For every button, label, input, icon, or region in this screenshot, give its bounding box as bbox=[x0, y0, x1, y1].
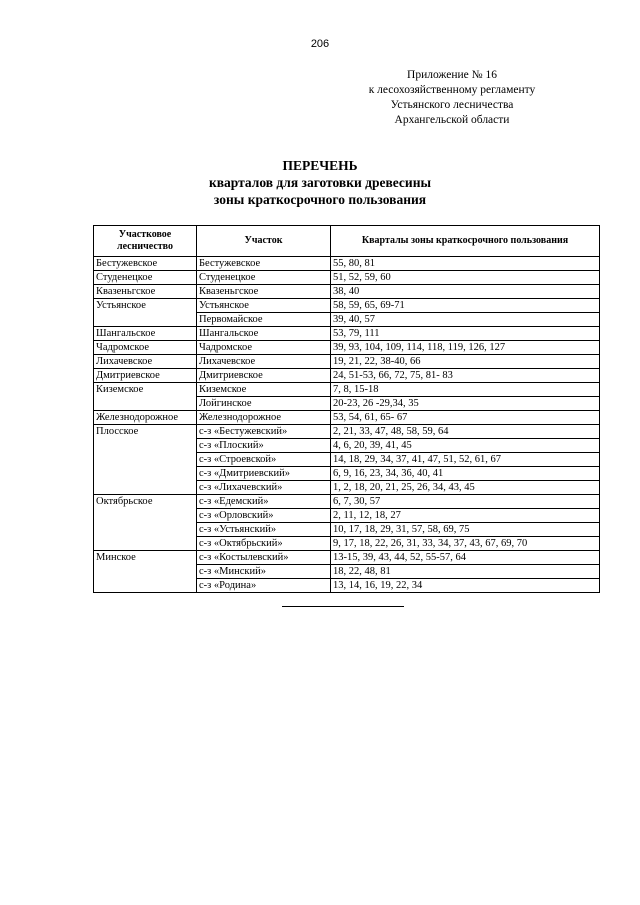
table-row bbox=[94, 341, 600, 355]
table-row bbox=[94, 453, 600, 467]
table-row bbox=[94, 285, 600, 299]
table-row bbox=[94, 467, 600, 481]
cell-quarters: 1, 2, 18, 20, 21, 25, 26, 34, 43, 45 bbox=[331, 481, 600, 495]
header-quarters: Кварталы зоны краткосрочного пользования bbox=[331, 226, 600, 257]
cell-section: с-з «Едемский» bbox=[197, 495, 331, 509]
cell-quarters: 20-23, 26 -29,34, 35 bbox=[331, 397, 600, 411]
cell-forestry bbox=[94, 453, 197, 467]
cell-quarters: 55, 80, 81 bbox=[331, 257, 600, 271]
cell-forestry: Бестужевское bbox=[94, 257, 197, 271]
cell-quarters: 2, 21, 33, 47, 48, 58, 59, 64 bbox=[331, 425, 600, 439]
cell-forestry bbox=[94, 523, 197, 537]
cell-quarters: 38, 40 bbox=[331, 285, 600, 299]
cell-section: Первомайское bbox=[197, 313, 331, 327]
table-row bbox=[94, 565, 600, 579]
cell-quarters: 6, 9, 16, 23, 34, 36, 40, 41 bbox=[331, 467, 600, 481]
cell-quarters: 19, 21, 22, 38-40, 66 bbox=[331, 355, 600, 369]
cell-forestry bbox=[94, 467, 197, 481]
table-row bbox=[94, 439, 600, 453]
cell-section: Дмитриевское bbox=[197, 369, 331, 383]
cell-quarters: 24, 51-53, 66, 72, 75, 81- 83 bbox=[331, 369, 600, 383]
table-row bbox=[94, 299, 600, 313]
cell-forestry bbox=[94, 537, 197, 551]
title-line: зоны краткосрочного пользования bbox=[213, 192, 427, 207]
table-row bbox=[94, 397, 600, 411]
cell-forestry bbox=[94, 481, 197, 495]
cell-section: с-з «Плоский» bbox=[197, 439, 331, 453]
cell-section: с-з «Дмитриевский» bbox=[197, 467, 331, 481]
table-row bbox=[94, 257, 600, 271]
cell-section: Железнодорожное bbox=[197, 411, 331, 425]
cell-quarters: 18, 22, 48, 81 bbox=[331, 565, 600, 579]
cell-section: Квазеньгское bbox=[197, 285, 331, 299]
appendix-line: Приложение № 16 bbox=[407, 69, 497, 81]
table-body bbox=[94, 257, 600, 593]
table-row bbox=[94, 327, 600, 341]
title-line: кварталов для заготовки древесины bbox=[208, 175, 432, 190]
cell-forestry bbox=[94, 439, 197, 453]
cell-quarters: 13-15, 39, 43, 44, 52, 55-57, 64 bbox=[331, 551, 600, 565]
appendix-line: Архангельской области bbox=[394, 114, 510, 126]
table-row bbox=[94, 523, 600, 537]
appendix-line: Устьянского лесничества bbox=[390, 99, 514, 111]
cell-section: с-з «Костылевский» bbox=[197, 551, 331, 565]
table-row bbox=[94, 355, 600, 369]
cell-forestry: Плосское bbox=[94, 425, 197, 439]
quarters-table bbox=[93, 225, 600, 593]
cell-section: Бестужевское bbox=[197, 257, 331, 271]
cell-quarters: 6, 7, 30, 57 bbox=[331, 495, 600, 509]
cell-forestry: Октябрьское bbox=[94, 495, 197, 509]
table-row bbox=[94, 481, 600, 495]
cell-quarters: 39, 93, 104, 109, 114, 118, 119, 126, 127 bbox=[331, 341, 600, 355]
cell-forestry: Железнодорожное bbox=[94, 411, 197, 425]
cell-section: Киземское bbox=[197, 383, 331, 397]
table-row bbox=[94, 313, 600, 327]
cell-forestry: Устьянское bbox=[94, 299, 197, 313]
cell-quarters: 10, 17, 18, 29, 31, 57, 58, 69, 75 bbox=[331, 523, 600, 537]
cell-section: с-з «Орловский» bbox=[197, 509, 331, 523]
cell-forestry bbox=[94, 313, 197, 327]
cell-section: с-з «Устьянский» bbox=[197, 523, 331, 537]
cell-quarters: 13, 14, 16, 19, 22, 34 bbox=[331, 579, 600, 593]
cell-section: с-з «Строевской» bbox=[197, 453, 331, 467]
cell-forestry bbox=[94, 565, 197, 579]
cell-quarters: 9, 17, 18, 22, 26, 31, 33, 34, 37, 43, 67, 69, 70 bbox=[331, 537, 600, 551]
cell-forestry: Лихачевское bbox=[94, 355, 197, 369]
table-row bbox=[94, 369, 600, 383]
table-row bbox=[94, 411, 600, 425]
header-section: Участок bbox=[197, 226, 331, 257]
cell-section: с-з «Минский» bbox=[197, 565, 331, 579]
cell-section: Чадромское bbox=[197, 341, 331, 355]
cell-forestry: Чадромское bbox=[94, 341, 197, 355]
cell-section: Лихачевское bbox=[197, 355, 331, 369]
appendix-line: к лесохозяйственному регламенту bbox=[368, 84, 536, 96]
cell-section: Шангальское bbox=[197, 327, 331, 341]
cell-forestry: Минское bbox=[94, 551, 197, 565]
cell-section: Лойгинское bbox=[197, 397, 331, 411]
cell-quarters: 53, 54, 61, 65- 67 bbox=[331, 411, 600, 425]
appendix-block bbox=[322, 68, 582, 128]
cell-forestry: Квазеньгское bbox=[94, 285, 197, 299]
bottom-rule bbox=[282, 606, 404, 607]
table-row bbox=[94, 579, 600, 593]
cell-section: Устьянское bbox=[197, 299, 331, 313]
cell-section: с-з «Лихачевский» bbox=[197, 481, 331, 495]
cell-forestry bbox=[94, 579, 197, 593]
page-number: 206 bbox=[310, 38, 330, 50]
cell-quarters: 51, 52, 59, 60 bbox=[331, 271, 600, 285]
table-row bbox=[94, 495, 600, 509]
cell-section: с-з «Бестужевский» bbox=[197, 425, 331, 439]
cell-quarters: 58, 59, 65, 69-71 bbox=[331, 299, 600, 313]
table-row bbox=[94, 425, 600, 439]
cell-section: Студенецкое bbox=[197, 271, 331, 285]
cell-quarters: 14, 18, 29, 34, 37, 41, 47, 51, 52, 61, 67 bbox=[331, 453, 600, 467]
cell-quarters: 7, 8, 15-18 bbox=[331, 383, 600, 397]
cell-quarters: 4, 6, 20, 39, 41, 45 bbox=[331, 439, 600, 453]
table-header-row bbox=[94, 226, 600, 257]
cell-forestry: Шангальское bbox=[94, 327, 197, 341]
cell-forestry: Киземское bbox=[94, 383, 197, 397]
cell-section: с-з «Октябрьский» bbox=[197, 537, 331, 551]
table-row bbox=[94, 509, 600, 523]
header-forestry: Участковое лесничество bbox=[94, 226, 197, 257]
cell-quarters: 2, 11, 12, 18, 27 bbox=[331, 509, 600, 523]
table-row bbox=[94, 383, 600, 397]
document-title bbox=[0, 157, 640, 208]
table-row bbox=[94, 551, 600, 565]
table-row bbox=[94, 537, 600, 551]
cell-section: с-з «Родина» bbox=[197, 579, 331, 593]
cell-forestry: Дмитриевское bbox=[94, 369, 197, 383]
cell-forestry bbox=[94, 397, 197, 411]
table-row bbox=[94, 271, 600, 285]
cell-quarters: 39, 40, 57 bbox=[331, 313, 600, 327]
title-line: ПЕРЕЧЕНЬ bbox=[282, 158, 358, 173]
cell-quarters: 53, 79, 111 bbox=[331, 327, 600, 341]
cell-forestry: Студенецкое bbox=[94, 271, 197, 285]
cell-forestry bbox=[94, 509, 197, 523]
